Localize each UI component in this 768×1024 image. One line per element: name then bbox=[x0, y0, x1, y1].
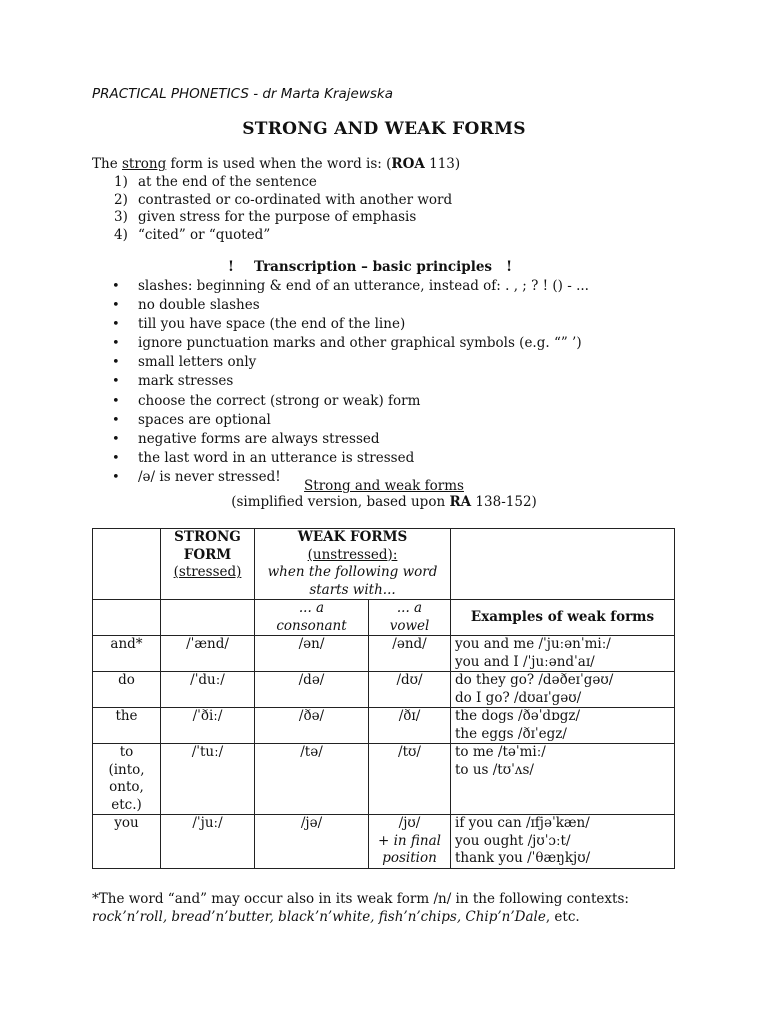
weak-vowel-cell: /ənd/ bbox=[369, 636, 451, 672]
transcription-title: Transcription – basic principles bbox=[254, 259, 493, 275]
weak-vowel-cell: /dʊ/ bbox=[369, 672, 451, 708]
examples-cell bbox=[451, 636, 675, 672]
bullet-icon: • bbox=[112, 412, 120, 428]
strong-form-header bbox=[161, 529, 255, 600]
weak-vowel-cell: /ðɪ/ bbox=[369, 708, 451, 744]
weak-consonant-cell: /tə/ bbox=[255, 744, 369, 815]
example-line: you and me /ˈjuːənˈmiː/ bbox=[455, 636, 611, 652]
list-item-text: /ə/ is never stressed! bbox=[138, 468, 281, 485]
intro-text-after: form is used when the word is: ( bbox=[166, 156, 392, 172]
strong-form-intro bbox=[92, 156, 460, 174]
bullet-icon: • bbox=[112, 336, 120, 352]
header-line: (stressed) bbox=[173, 564, 242, 580]
course-header: PRACTICAL PHONETICS - dr Marta Krajewska bbox=[92, 86, 393, 102]
simplified-bold: RA bbox=[449, 494, 472, 510]
simplified-before: (simplified version, based upon bbox=[231, 494, 450, 510]
list-item-text: given stress for the purpose of emphasis bbox=[138, 209, 417, 225]
example-line: if you can /ɪfjəˈkæn/ bbox=[455, 815, 590, 831]
example-line: do they go? /dəðeɪˈgəʊ/ bbox=[455, 672, 614, 688]
exclamation-left: ! bbox=[228, 259, 234, 275]
simplified-version-note bbox=[0, 494, 768, 510]
list-item-text: the last word in an utterance is stressed bbox=[138, 449, 415, 466]
vowel-line: /jʊ/ bbox=[398, 815, 421, 831]
footnote bbox=[92, 891, 629, 926]
header-line: FORM bbox=[183, 546, 232, 563]
consonant-header bbox=[255, 600, 369, 636]
list-item-text: till you have space (the end of the line) bbox=[138, 316, 406, 333]
word-cell: and* bbox=[93, 636, 161, 672]
bullet-icon: • bbox=[112, 469, 120, 485]
bullet-icon: • bbox=[112, 355, 120, 371]
footnote-line: *The word “and” may occur also in its weak form /n/ in the following contexts: bbox=[92, 891, 629, 907]
examples-header: Examples of weak forms bbox=[451, 600, 675, 636]
strong-form-cell: /ˈtuː/ bbox=[161, 744, 255, 815]
footnote-examples: rock’n’roll, bread’n’butter, black’n’white, fish’n’chips, Chip’n’Dale bbox=[92, 908, 546, 925]
weak-consonant-cell: /də/ bbox=[255, 672, 369, 708]
header-line: (unstressed): bbox=[307, 546, 398, 563]
table-row bbox=[93, 636, 675, 672]
intro-ref-bold: ROA bbox=[391, 156, 425, 172]
footnote-line bbox=[92, 909, 629, 927]
example-line: the dogs /ðəˈdɒgz/ bbox=[455, 708, 580, 724]
list-item bbox=[112, 277, 589, 296]
intro-underlined-word: strong bbox=[121, 156, 167, 172]
bullet-icon: • bbox=[112, 450, 120, 466]
example-line: to me /təˈmiː/ bbox=[455, 744, 546, 760]
footnote-etc: , etc. bbox=[545, 908, 580, 925]
examples-cell bbox=[451, 672, 675, 708]
exclamation-right: ! bbox=[506, 259, 513, 275]
strong-form-cell: /ˈænd/ bbox=[161, 636, 255, 672]
word-line: (into, bbox=[108, 761, 145, 778]
list-item-text: at the end of the sentence bbox=[138, 174, 317, 190]
intro-ref-rest: 113) bbox=[424, 156, 461, 172]
vowel-header bbox=[369, 600, 451, 636]
list-item-text: contrasted or co-ordinated with another word bbox=[138, 191, 453, 208]
bullet-icon: • bbox=[112, 431, 120, 447]
list-item-number: 2) bbox=[114, 191, 128, 208]
bullet-icon: • bbox=[112, 279, 120, 294]
table-row bbox=[93, 708, 675, 744]
example-line: thank you /ˈθæŋkjʊ/ bbox=[455, 850, 591, 866]
list-item bbox=[112, 353, 589, 372]
weak-vowel-cell: /tʊ/ bbox=[369, 744, 451, 815]
page-title: STRONG AND WEAK FORMS bbox=[242, 119, 526, 139]
word-line: to bbox=[119, 744, 134, 760]
weak-forms-table bbox=[92, 528, 675, 869]
vowel-line: position bbox=[382, 850, 437, 866]
list-item bbox=[112, 392, 589, 411]
strong-form-list bbox=[114, 174, 452, 244]
list-item bbox=[112, 315, 589, 334]
header-line: when the following word bbox=[267, 564, 438, 580]
header-line: WEAK FORMS bbox=[297, 529, 408, 545]
list-item bbox=[112, 411, 589, 430]
list-item-number: 1) bbox=[114, 174, 128, 190]
list-item bbox=[114, 192, 452, 210]
bullet-icon: • bbox=[112, 298, 120, 314]
list-item-text: choose the correct (strong or weak) form bbox=[138, 392, 421, 409]
transcription-principles-list bbox=[112, 277, 589, 487]
list-item bbox=[114, 227, 452, 245]
strong-form-cell: /ˈðiː/ bbox=[161, 708, 255, 744]
list-item bbox=[112, 334, 589, 353]
intro-text-before: The bbox=[92, 156, 122, 172]
vowel-line: + in final bbox=[378, 832, 441, 849]
table-cell-empty bbox=[451, 529, 675, 600]
strong-weak-forms-heading: Strong and weak forms bbox=[304, 478, 464, 494]
word-cell: the bbox=[93, 708, 161, 744]
header-line: starts with... bbox=[309, 581, 396, 598]
weak-vowel-cell bbox=[369, 815, 451, 869]
list-item-text: “cited” or “quoted” bbox=[138, 226, 271, 243]
strong-form-cell: /ˈduː/ bbox=[161, 672, 255, 708]
word-cell: you bbox=[93, 815, 161, 869]
table-cell-empty bbox=[93, 529, 161, 600]
table-row bbox=[93, 744, 675, 815]
list-item-number: 3) bbox=[114, 209, 128, 225]
header-line: ... a bbox=[396, 600, 423, 616]
list-item-text: negative forms are always stressed bbox=[138, 430, 380, 447]
example-line: you and I /ˈjuːəndˈaɪ/ bbox=[455, 653, 595, 670]
table-header-row bbox=[93, 529, 675, 600]
header-line: consonant bbox=[276, 617, 347, 634]
example-line: to us /tʊˈʌs/ bbox=[455, 761, 534, 778]
list-item-text: ignore punctuation marks and other graphical symbols (e.g. “” ’) bbox=[138, 335, 582, 352]
example-line: you ought /jʊˈɔːt/ bbox=[455, 832, 571, 849]
transcription-heading bbox=[228, 259, 512, 275]
list-item bbox=[112, 449, 589, 468]
strong-form-cell: /ˈjuː/ bbox=[161, 815, 255, 869]
example-line: do I go? /dʊaɪˈgəʊ/ bbox=[455, 689, 582, 706]
list-item bbox=[114, 174, 452, 192]
list-item bbox=[112, 430, 589, 449]
word-line: onto, bbox=[109, 779, 144, 795]
list-item-text: no double slashes bbox=[138, 297, 260, 314]
table-subheader-row bbox=[93, 600, 675, 636]
list-item-text: small letters only bbox=[138, 354, 257, 371]
list-item-number: 4) bbox=[114, 226, 128, 243]
list-item bbox=[112, 296, 589, 315]
list-item bbox=[112, 372, 589, 391]
examples-cell bbox=[451, 708, 675, 744]
word-line: etc.) bbox=[111, 796, 142, 813]
word-cell: do bbox=[93, 672, 161, 708]
header-line: vowel bbox=[389, 617, 430, 634]
header-line: ... a bbox=[298, 600, 325, 616]
table-row bbox=[93, 815, 675, 869]
table-cell-empty bbox=[161, 600, 255, 636]
examples-cell bbox=[451, 815, 675, 869]
bullet-icon: • bbox=[112, 393, 120, 409]
examples-cell bbox=[451, 744, 675, 815]
list-item-text: mark stresses bbox=[138, 373, 234, 390]
weak-consonant-cell: /jə/ bbox=[255, 815, 369, 869]
table-row bbox=[93, 672, 675, 708]
list-item bbox=[114, 209, 452, 227]
header-line: STRONG bbox=[174, 529, 241, 545]
weak-forms-header bbox=[255, 529, 451, 600]
table-cell-empty bbox=[93, 600, 161, 636]
example-line: the eggs /ðɪˈegz/ bbox=[455, 725, 567, 742]
simplified-after: 138-152) bbox=[471, 494, 537, 510]
list-item-text: spaces are optional bbox=[138, 411, 271, 428]
bullet-icon: • bbox=[112, 374, 120, 390]
weak-consonant-cell: /ən/ bbox=[255, 636, 369, 672]
list-item-text: slashes: beginning & end of an utterance, instead of: . , ; ? ! () - ... bbox=[138, 278, 589, 294]
word-cell bbox=[93, 744, 161, 815]
bullet-icon: • bbox=[112, 317, 120, 333]
weak-consonant-cell: /ðə/ bbox=[255, 708, 369, 744]
